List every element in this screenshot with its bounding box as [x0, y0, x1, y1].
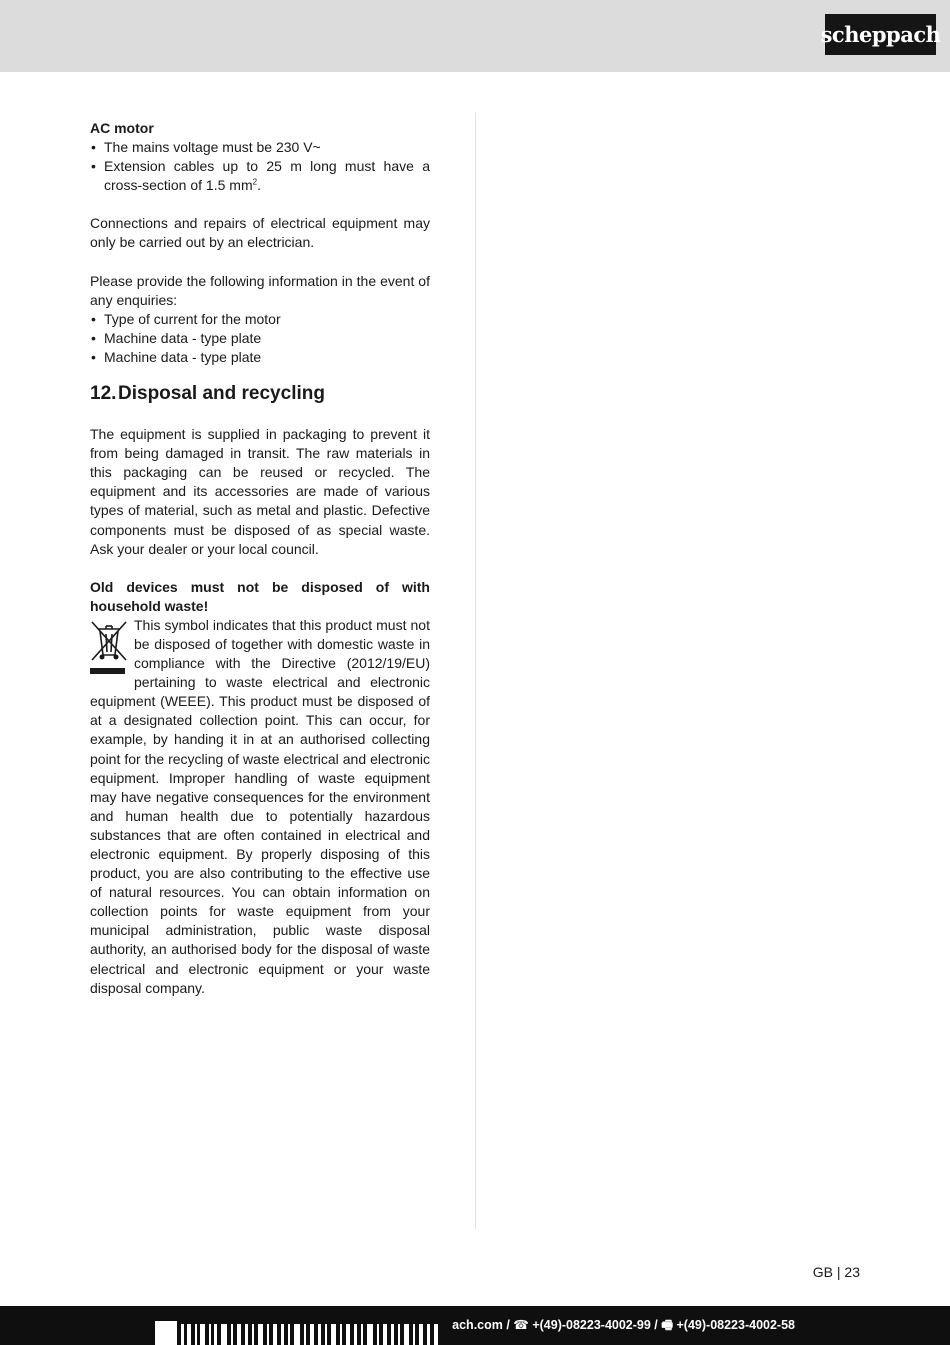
crossed-bin-icon — [90, 619, 128, 677]
ac-motor-list — [90, 138, 430, 195]
enquiry-list — [90, 310, 430, 367]
electrician-note: Connections and repairs of electrical equipment may only be carried out by an electrician. — [90, 215, 430, 251]
superscript: 2 — [252, 177, 258, 187]
list-item: • Machine data - type plate — [90, 348, 430, 367]
enquiry-intro: Please provide the following information in the event of any enquiries: — [90, 272, 430, 308]
list-item: • The mains voltage must be 230 V~ — [90, 138, 430, 157]
page-number: GB | 23 — [812, 1264, 860, 1280]
weee-paragraph: This symbol indicates that this product must not be disposed of together with domestic waste in compliance with the Directive (2012/19/EU) pertaining to waste electrical and electronic equipment (WEEE). This product must be disposed of at a designated collection point. This can occur, for example, by handing it in at an authorised collecting point for the recycling of waste electrical and electronic equipment. Improper handling of waste equipment may have negative consequences for the environment and human health due to potentially hazardous substances that are often contained in electrical and electronic equipment. By properly disposing of this product, you are also contributing to the effective use of natural resources. You can obtain information on collection points for waste equipment from your municipal administration, public waste disposal authority, an authorised body for the disposal of waste electrical and electronic equipment or your waste disposal company. — [90, 616, 430, 996]
section-number: 12. — [90, 383, 117, 405]
left-column — [90, 119, 430, 998]
brand-logo-text: scheppach — [820, 22, 941, 47]
list-item: • Extension cables up to 25 m long must have a cross-section of 1.5 $mm^2$. — [90, 157, 430, 195]
ac-motor-heading: AC motor — [90, 120, 154, 136]
footer-contact: ach.com / ☎ +(49)-08223-4002-99 / 🖷 +(49)-08223-4002-58 — [452, 1318, 795, 1332]
section-title-text: Disposal and recycling — [118, 383, 325, 405]
household-waste-warning: Old devices must not be disposed of with household waste! — [90, 578, 430, 614]
header-band — [0, 0, 950, 72]
packaging-paragraph: The equipment is supplied in packaging to prevent it from being damaged in transit. The raw materials in this packaging can be reused or recycled. The equipment and its accessories are made of various types of material, such as metal and plastic. Defective components must be disposed of as special waste. Ask your dealer or your local council. — [90, 426, 430, 557]
brand-logo — [820, 14, 941, 55]
column-divider — [475, 113, 476, 1230]
list-item: • Machine data - type plate — [90, 329, 430, 348]
section-title — [90, 383, 430, 405]
footer-barcode-pattern — [155, 1318, 440, 1345]
list-item: • Type of current for the motor — [90, 310, 430, 329]
